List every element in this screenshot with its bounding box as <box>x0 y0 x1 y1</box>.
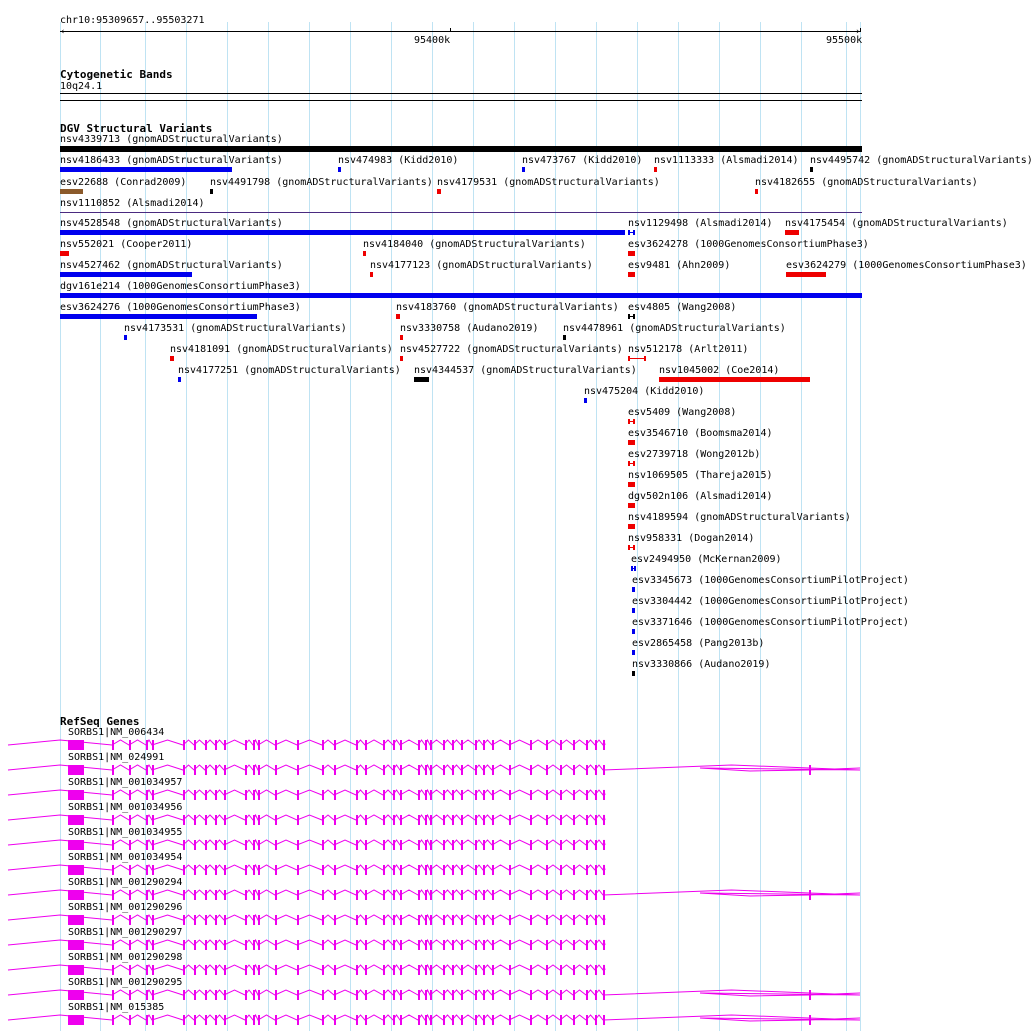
gene-label[interactable]: SORBS1|NM_001290296 <box>68 902 183 913</box>
dgv-variant-label[interactable]: nsv4478961 (gnomADStructuralVariants) <box>563 323 786 334</box>
dgv-variant-bar[interactable] <box>60 230 625 235</box>
dgv-variant-bar[interactable] <box>632 608 635 613</box>
ruler-label-95400k: 95400k <box>414 35 451 46</box>
grid-line <box>637 22 638 1031</box>
dgv-variant-label[interactable]: nsv4186433 (gnomADStructuralVariants) <box>60 155 283 166</box>
dgv-variant-label[interactable]: esv3345673 (1000GenomesConsortiumPilotProject) <box>632 575 909 586</box>
dgv-variant-bar[interactable] <box>210 189 213 194</box>
dgv-variant-bar[interactable] <box>628 524 635 529</box>
gene-model[interactable] <box>60 1012 860 1026</box>
dgv-variant-bar[interactable] <box>522 167 525 172</box>
track-title-dgv[interactable]: DGV Structural Variants <box>60 122 213 135</box>
dgv-variant-label[interactable]: nsv3330758 (Audano2019) <box>400 323 539 334</box>
dgv-variant-label[interactable]: esv3624276 (1000GenomesConsortiumPhase3) <box>60 302 301 313</box>
dgv-variant-label[interactable]: esv2865458 (Pang2013b) <box>632 638 765 649</box>
gene-label[interactable]: SORBS1|NM_001034955 <box>68 827 183 838</box>
grid-line <box>860 22 861 1031</box>
dgv-variant-label[interactable]: nsv4184040 (gnomADStructuralVariants) <box>363 239 586 250</box>
dgv-variant-label[interactable]: nsv4177251 (gnomADStructuralVariants) <box>178 365 401 376</box>
gene-model[interactable] <box>60 912 860 926</box>
dgv-variant-bar[interactable] <box>628 230 635 235</box>
dgv-variant-bar[interactable] <box>563 335 566 340</box>
dgv-variant-label[interactable]: esv9481 (Ahn2009) <box>628 260 731 271</box>
gene-label[interactable]: SORBS1|NM_015385 <box>68 1002 165 1013</box>
dgv-variant-bar[interactable] <box>755 189 758 194</box>
grid-line <box>60 22 61 1031</box>
dgv-variant-bar[interactable] <box>370 272 373 277</box>
grid-line <box>678 22 679 1031</box>
dgv-variant-label[interactable]: nsv4179531 (gnomADStructuralVariants) <box>437 177 660 188</box>
dgv-variant-label[interactable]: esv3304442 (1000GenomesConsortiumPilotProject) <box>632 596 909 607</box>
dgv-variant-bar[interactable] <box>786 272 826 277</box>
dgv-variant-label[interactable]: esv3371646 (1000GenomesConsortiumPilotProject) <box>632 617 909 628</box>
dgv-variant-label[interactable]: nsv4182655 (gnomADStructuralVariants) <box>755 177 978 188</box>
track-title-cytoband[interactable]: Cytogenetic Bands <box>60 68 173 81</box>
ruler-label-95500k: 95500k <box>826 35 863 46</box>
dgv-variant-bar[interactable] <box>632 629 635 634</box>
grid-line <box>760 22 761 1031</box>
grid-line <box>186 22 187 1031</box>
dgv-variant-label[interactable]: nsv1045002 (Coe2014) <box>659 365 780 376</box>
dgv-variant-label[interactable]: nsv4181091 (gnomADStructuralVariants) <box>170 344 393 355</box>
gene-model[interactable] <box>60 812 860 826</box>
dgv-variant-bar[interactable] <box>628 503 635 508</box>
dgv-variant-label[interactable]: nsv1110852 (Alsmadi2014) <box>60 198 205 209</box>
gene-label[interactable]: SORBS1|NM_006434 <box>68 727 165 738</box>
dgv-variant-label[interactable]: nsv4491798 (gnomADStructuralVariants) <box>210 177 433 188</box>
dgv-variant-label[interactable]: nsv4339713 (gnomADStructuralVariants) <box>60 134 283 145</box>
dgv-variant-label[interactable]: esv4805 (Wang2008) <box>628 302 737 313</box>
dgv-variant-bar[interactable] <box>437 189 441 194</box>
gene-model[interactable] <box>60 787 860 801</box>
dgv-variant-bar[interactable] <box>628 314 635 319</box>
dgv-variant-label[interactable]: nsv1113333 (Alsmadi2014) <box>654 155 799 166</box>
dgv-variant-label[interactable]: nsv475204 (Kidd2010) <box>584 386 705 397</box>
dgv-variant-label[interactable]: nsv4495742 (gnomADStructuralVariants) <box>810 155 1033 166</box>
dgv-variant-label[interactable]: nsv473767 (Kidd2010) <box>522 155 643 166</box>
gene-label[interactable]: SORBS1|NM_001034956 <box>68 802 183 813</box>
dgv-variant-bar[interactable] <box>628 356 646 361</box>
dgv-variant-bar[interactable] <box>632 650 635 655</box>
dgv-variant-label[interactable]: nsv4527722 (gnomADStructuralVariants) <box>400 344 623 355</box>
cytoband-outline-top[interactable] <box>60 93 862 94</box>
dgv-variant-label[interactable]: esv2739718 (Wong2012b) <box>628 449 761 460</box>
dgv-variant-bar[interactable] <box>810 167 813 172</box>
gene-label[interactable]: SORBS1|NM_001034957 <box>68 777 183 788</box>
ruler-left-arrow: ‹ <box>60 27 66 37</box>
gene-label[interactable]: SORBS1|NM_001290297 <box>68 927 183 938</box>
dgv-variant-bar[interactable] <box>628 272 635 277</box>
dgv-variant-label[interactable]: nsv4173531 (gnomADStructuralVariants) <box>124 323 347 334</box>
dgv-variant-bar[interactable] <box>60 146 862 152</box>
dgv-variant-bar[interactable] <box>60 314 257 319</box>
grid-line <box>473 22 474 1031</box>
gene-label[interactable]: SORBS1|NM_001290294 <box>68 877 183 888</box>
dgv-variant-label[interactable]: nsv3330866 (Audano2019) <box>632 659 771 670</box>
dgv-variant-label[interactable]: nsv4175454 (gnomADStructuralVariants) <box>785 218 1008 229</box>
grid-line <box>350 22 351 1031</box>
dgv-variant-bar[interactable] <box>178 377 181 382</box>
dgv-variant-bar[interactable] <box>584 398 587 403</box>
gene-model[interactable] <box>60 962 860 976</box>
dgv-variant-bar[interactable] <box>414 377 429 382</box>
dgv-variant-label[interactable]: esv3624278 (1000GenomesConsortiumPhase3) <box>628 239 869 250</box>
gene-model[interactable] <box>60 837 860 851</box>
dgv-variant-label[interactable]: nsv4528548 (gnomADStructuralVariants) <box>60 218 283 229</box>
dgv-variant-label[interactable]: esv3546710 (Boomsma2014) <box>628 428 773 439</box>
grid-line <box>514 22 515 1031</box>
gene-model[interactable] <box>60 737 860 751</box>
gene-model[interactable] <box>60 887 860 901</box>
dgv-variant-label[interactable]: nsv4189594 (gnomADStructuralVariants) <box>628 512 851 523</box>
grid-line <box>268 22 269 1031</box>
dgv-variant-bar[interactable] <box>628 482 635 487</box>
dgv-variant-bar[interactable] <box>170 356 174 361</box>
dgv-variant-bar[interactable] <box>400 356 403 361</box>
cytoband-outline-bottom[interactable] <box>60 100 862 101</box>
dgv-variant-label[interactable]: nsv958331 (Dogan2014) <box>628 533 755 544</box>
dgv-variant-bar[interactable] <box>60 293 862 298</box>
gene-label[interactable]: SORBS1|NM_024991 <box>68 752 165 763</box>
dgv-variant-label[interactable]: nsv512178 (Arlt2011) <box>628 344 749 355</box>
grid-line <box>801 22 802 1031</box>
dgv-variant-label[interactable]: nsv4527462 (gnomADStructuralVariants) <box>60 260 283 271</box>
dgv-variant-label[interactable]: nsv4344537 (gnomADStructuralVariants) <box>414 365 637 376</box>
grid-line <box>227 22 228 1031</box>
ruler-major-tick <box>450 28 451 32</box>
dgv-variant-label[interactable]: esv5409 (Wang2008) <box>628 407 737 418</box>
dgv-variant-bar[interactable] <box>60 272 192 277</box>
dgv-variant-bar[interactable] <box>396 314 400 319</box>
gene-model[interactable] <box>60 762 860 776</box>
grid-line <box>596 22 597 1031</box>
dgv-variant-bar[interactable] <box>338 167 341 172</box>
dgv-variant-label[interactable]: dgv161e214 (1000GenomesConsortiumPhase3) <box>60 281 301 292</box>
dgv-variant-bar[interactable] <box>654 167 657 172</box>
ruler-major-tick <box>860 28 861 32</box>
dgv-variant-label[interactable]: esv2494950 (McKernan2009) <box>631 554 782 565</box>
dgv-variant-bar[interactable] <box>631 566 636 571</box>
ruler-right-arrow: › <box>855 27 861 37</box>
dgv-variant-label[interactable]: nsv1129498 (Alsmadi2014) <box>628 218 773 229</box>
dgv-variant-bar[interactable] <box>124 335 127 340</box>
dgv-variant-bar[interactable] <box>628 461 635 466</box>
dgv-variant-label[interactable]: nsv4177123 (gnomADStructuralVariants) <box>370 260 593 271</box>
dgv-variant-bar[interactable] <box>628 419 635 424</box>
dgv-variant-bar[interactable] <box>628 440 635 445</box>
grid-line <box>846 22 847 1031</box>
grid-line <box>719 22 720 1031</box>
gene-model[interactable] <box>60 937 860 951</box>
dgv-variant-bar[interactable] <box>785 230 799 235</box>
dgv-variant-label[interactable]: nsv4183760 (gnomADStructuralVariants) <box>396 302 619 313</box>
track-title-refseq[interactable]: RefSeq Genes <box>60 715 140 728</box>
dgv-variant-bar[interactable] <box>659 377 810 382</box>
dgv-variant-label[interactable]: nsv1069505 (Thareja2015) <box>628 470 773 481</box>
dgv-variant-label[interactable]: nsv474983 (Kidd2010) <box>338 155 459 166</box>
dgv-variant-bar[interactable] <box>628 251 635 256</box>
grid-line <box>555 22 556 1031</box>
dgv-separator <box>60 212 862 213</box>
dgv-variant-bar[interactable] <box>400 335 403 340</box>
dgv-variant-bar[interactable] <box>363 251 366 256</box>
gene-model[interactable] <box>60 862 860 876</box>
dgv-variant-bar[interactable] <box>60 167 232 172</box>
location-label: chr10:95309657..95503271 <box>60 15 205 26</box>
dgv-variant-bar[interactable] <box>632 671 635 676</box>
dgv-variant-label[interactable]: nsv552021 (Cooper2011) <box>60 239 193 250</box>
dgv-variant-bar[interactable] <box>60 251 69 256</box>
gene-label[interactable]: SORBS1|NM_001034954 <box>68 852 183 863</box>
gene-label[interactable]: SORBS1|NM_001290295 <box>68 977 183 988</box>
grid-line <box>309 22 310 1031</box>
grid-line <box>391 22 392 1031</box>
grid-line <box>432 22 433 1031</box>
dgv-variant-label[interactable]: esv3624279 (1000GenomesConsortiumPhase3) <box>786 260 1027 271</box>
dgv-variant-bar[interactable] <box>60 189 83 194</box>
dgv-variant-bar[interactable] <box>632 587 635 592</box>
gene-label[interactable]: SORBS1|NM_001290298 <box>68 952 183 963</box>
gene-model[interactable] <box>60 987 860 1001</box>
dgv-variant-label[interactable]: esv22688 (Conrad2009) <box>60 177 187 188</box>
dgv-variant-label[interactable]: dgv502n106 (Alsmadi2014) <box>628 491 773 502</box>
cytoband-label: 10q24.1 <box>60 81 103 92</box>
ruler-axis <box>60 31 861 32</box>
dgv-variant-bar[interactable] <box>628 545 635 550</box>
